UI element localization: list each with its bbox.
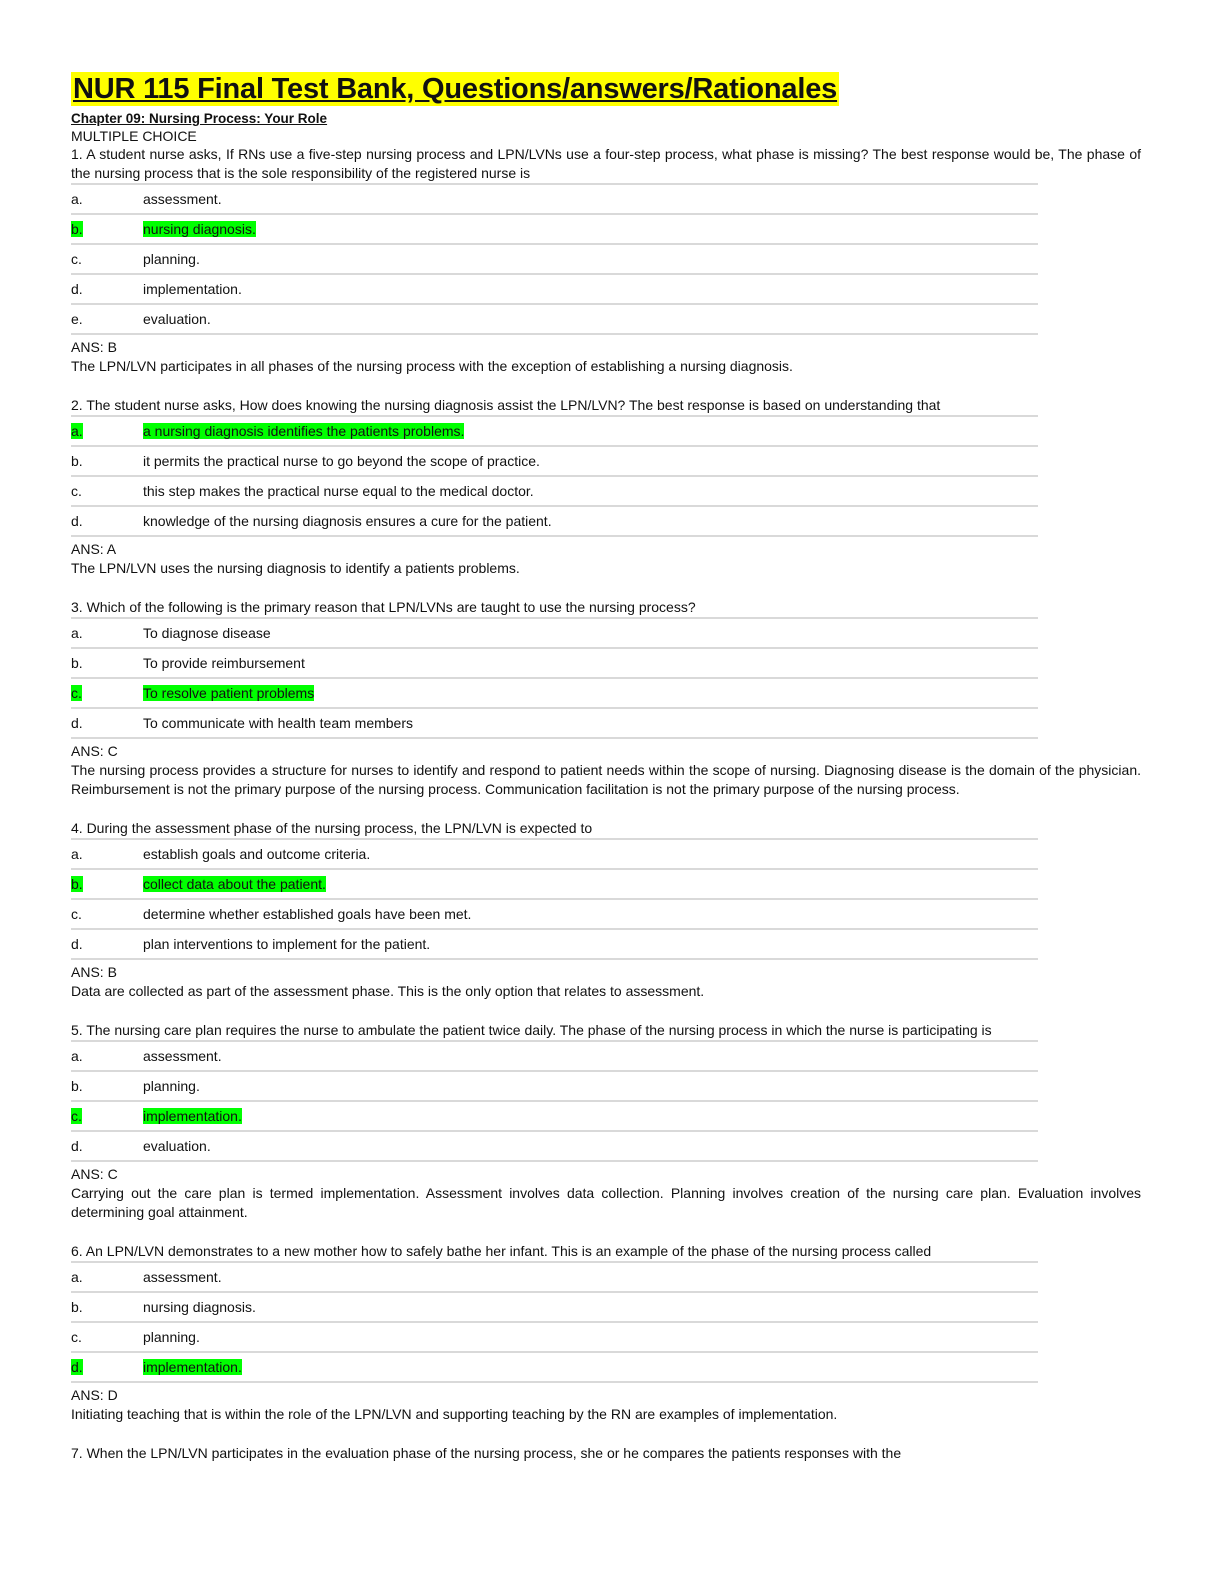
question-block [71, 1444, 1141, 1463]
question-spacer [71, 578, 1141, 598]
option-text: To resolve patient problems [143, 685, 315, 701]
rationale-text: The LPN/LVN participates in all phases of the nursing process with the exception of establishing a nursing diagnosis. [71, 358, 793, 374]
options-table [71, 838, 1038, 960]
option-row [71, 1293, 1038, 1323]
chapter-heading: Chapter 09: Nursing Process: Your Role [71, 111, 328, 126]
question-block [71, 1242, 1141, 1424]
rationale-text: Initiating teaching that is within the role of the LPN/LVN and supporting teaching by the RN are examples of implementation. [71, 1406, 838, 1422]
option-text: establish goals and outcome criteria. [143, 846, 371, 862]
option-letter: a. [71, 191, 83, 207]
question-text: 3. Which of the following is the primary reason that LPN/LVNs are taught to use the nursing process? [71, 599, 696, 615]
option-letter: c. [71, 685, 82, 701]
option-text: evaluation. [143, 311, 211, 327]
option-letter: d. [71, 281, 83, 297]
option-row [71, 1072, 1038, 1102]
option-row [71, 1042, 1038, 1072]
option-letter: b. [71, 876, 83, 892]
question-block [71, 598, 1141, 799]
option-text: evaluation. [143, 1138, 211, 1154]
option-text: collect data about the patient. [143, 876, 326, 892]
option-letter: b. [71, 1078, 83, 1094]
option-row [71, 930, 1038, 960]
option-letter: d. [71, 513, 83, 529]
option-text: nursing diagnosis. [143, 1299, 256, 1315]
option-text: implementation. [143, 281, 242, 297]
question-text: 2. The student nurse asks, How does knowing the nursing diagnosis assist the LPN/LVN? The best response is based on understanding that [71, 397, 941, 413]
option-text: assessment. [143, 191, 222, 207]
option-letter: b. [71, 1299, 83, 1315]
option-letter: a. [71, 625, 83, 641]
rationale-text: Carrying out the care plan is termed implementation. Assessment involves data collection. Planning involves creation of the nursing care plan. Evaluation involves determining goal attainment. [71, 1185, 1141, 1220]
answer-key: ANS: B [71, 339, 117, 355]
question-spacer [71, 799, 1141, 819]
option-letter: b. [71, 655, 83, 671]
option-text: To provide reimbursement [143, 655, 305, 671]
option-row [71, 900, 1038, 930]
question-block [71, 1021, 1141, 1222]
option-text: determine whether established goals have been met. [143, 906, 472, 922]
option-row [71, 870, 1038, 900]
option-row [71, 619, 1038, 649]
answer-key: ANS: C [71, 1166, 118, 1182]
option-letter: c. [71, 251, 82, 267]
rationale-text: Data are collected as part of the assessment phase. This is the only option that relates to assessment. [71, 983, 705, 999]
option-text: assessment. [143, 1048, 222, 1064]
option-row [71, 305, 1038, 335]
option-text: a nursing diagnosis identifies the patients problems. [143, 423, 465, 439]
option-row [71, 245, 1038, 275]
document-page [71, 72, 1141, 1463]
option-row [71, 507, 1038, 537]
option-letter: d. [71, 936, 83, 952]
option-letter: d. [71, 1359, 83, 1375]
option-row [71, 1102, 1038, 1132]
option-row [71, 215, 1038, 245]
option-text: implementation. [143, 1108, 242, 1124]
options-table [71, 415, 1038, 537]
option-letter: c. [71, 483, 82, 499]
option-row [71, 185, 1038, 215]
option-letter: a. [71, 846, 83, 862]
question-list [71, 145, 1141, 1463]
question-block [71, 396, 1141, 578]
option-text: planning. [143, 1329, 200, 1345]
option-row [71, 649, 1038, 679]
option-letter: e. [71, 311, 83, 327]
option-row [71, 1353, 1038, 1383]
option-text: it permits the practical nurse to go beyond the scope of practice. [143, 453, 540, 469]
options-table [71, 617, 1038, 739]
question-text: 1. A student nurse asks, If RNs use a five-step nursing process and LPN/LVNs use a four-step process, what phase is missing? The best response would be, The phase of the nursing process that is the sole responsibility of the registered nurse is [71, 146, 1141, 181]
option-letter: d. [71, 1138, 83, 1154]
option-row [71, 477, 1038, 507]
document-title: NUR 115 Final Test Bank, Questions/answers/Rationales [73, 73, 838, 105]
option-letter: b. [71, 453, 83, 469]
option-letter: d. [71, 715, 83, 731]
option-letter: a. [71, 1269, 83, 1285]
option-letter: a. [71, 423, 83, 439]
question-spacer [71, 1222, 1141, 1242]
option-letter: c. [71, 1329, 82, 1345]
question-text: 7. When the LPN/LVN participates in the evaluation phase of the nursing process, she or he compares the patients responses with the [71, 1445, 902, 1461]
option-row [71, 275, 1038, 305]
option-row [71, 1263, 1038, 1293]
option-text: planning. [143, 1078, 200, 1094]
option-text: this step makes the practical nurse equal to the medical doctor. [143, 483, 534, 499]
answer-key: ANS: C [71, 743, 118, 759]
option-row [71, 1323, 1038, 1353]
option-text: planning. [143, 251, 200, 267]
option-text: To communicate with health team members [143, 715, 413, 731]
question-block [71, 145, 1141, 376]
question-text: 6. An LPN/LVN demonstrates to a new mother how to safely bathe her infant. This is an example of the phase of the nursing process called [71, 1243, 932, 1259]
question-spacer [71, 1001, 1141, 1021]
option-text: implementation. [143, 1359, 242, 1375]
option-row [71, 417, 1038, 447]
option-letter: c. [71, 906, 82, 922]
option-letter: a. [71, 1048, 83, 1064]
rationale-text: The nursing process provides a structure for nurses to identify and respond to patient needs within the scope of nursing. Diagnosing disease is the domain of the physician. Reimbursement is not the primary purpose of the nursing process. Communication facilitation is not the primary purpose of the nursing process. [71, 762, 1141, 797]
option-row [71, 1132, 1038, 1162]
answer-key: ANS: D [71, 1387, 118, 1403]
question-spacer [71, 376, 1141, 396]
section-heading: MULTIPLE CHOICE [71, 128, 197, 144]
options-table [71, 1261, 1038, 1383]
rationale-text: The LPN/LVN uses the nursing diagnosis to identify a patients problems. [71, 560, 520, 576]
option-letter: b. [71, 221, 83, 237]
question-text: 4. During the assessment phase of the nursing process, the LPN/LVN is expected to [71, 820, 593, 836]
option-row [71, 679, 1038, 709]
option-letter: c. [71, 1108, 82, 1124]
question-text: 5. The nursing care plan requires the nurse to ambulate the patient twice daily. The phase of the nursing process in which the nurse is participating is [71, 1022, 992, 1038]
option-row [71, 840, 1038, 870]
option-row [71, 709, 1038, 739]
option-text: To diagnose disease [143, 625, 271, 641]
option-text: nursing diagnosis. [143, 221, 256, 237]
answer-key: ANS: A [71, 541, 117, 557]
options-table [71, 1040, 1038, 1162]
option-row [71, 447, 1038, 477]
options-table [71, 183, 1038, 335]
question-block [71, 819, 1141, 1001]
answer-key: ANS: B [71, 964, 117, 980]
question-spacer [71, 1424, 1141, 1444]
option-text: assessment. [143, 1269, 222, 1285]
option-text: knowledge of the nursing diagnosis ensures a cure for the patient. [143, 513, 552, 529]
option-text: plan interventions to implement for the patient. [143, 936, 431, 952]
